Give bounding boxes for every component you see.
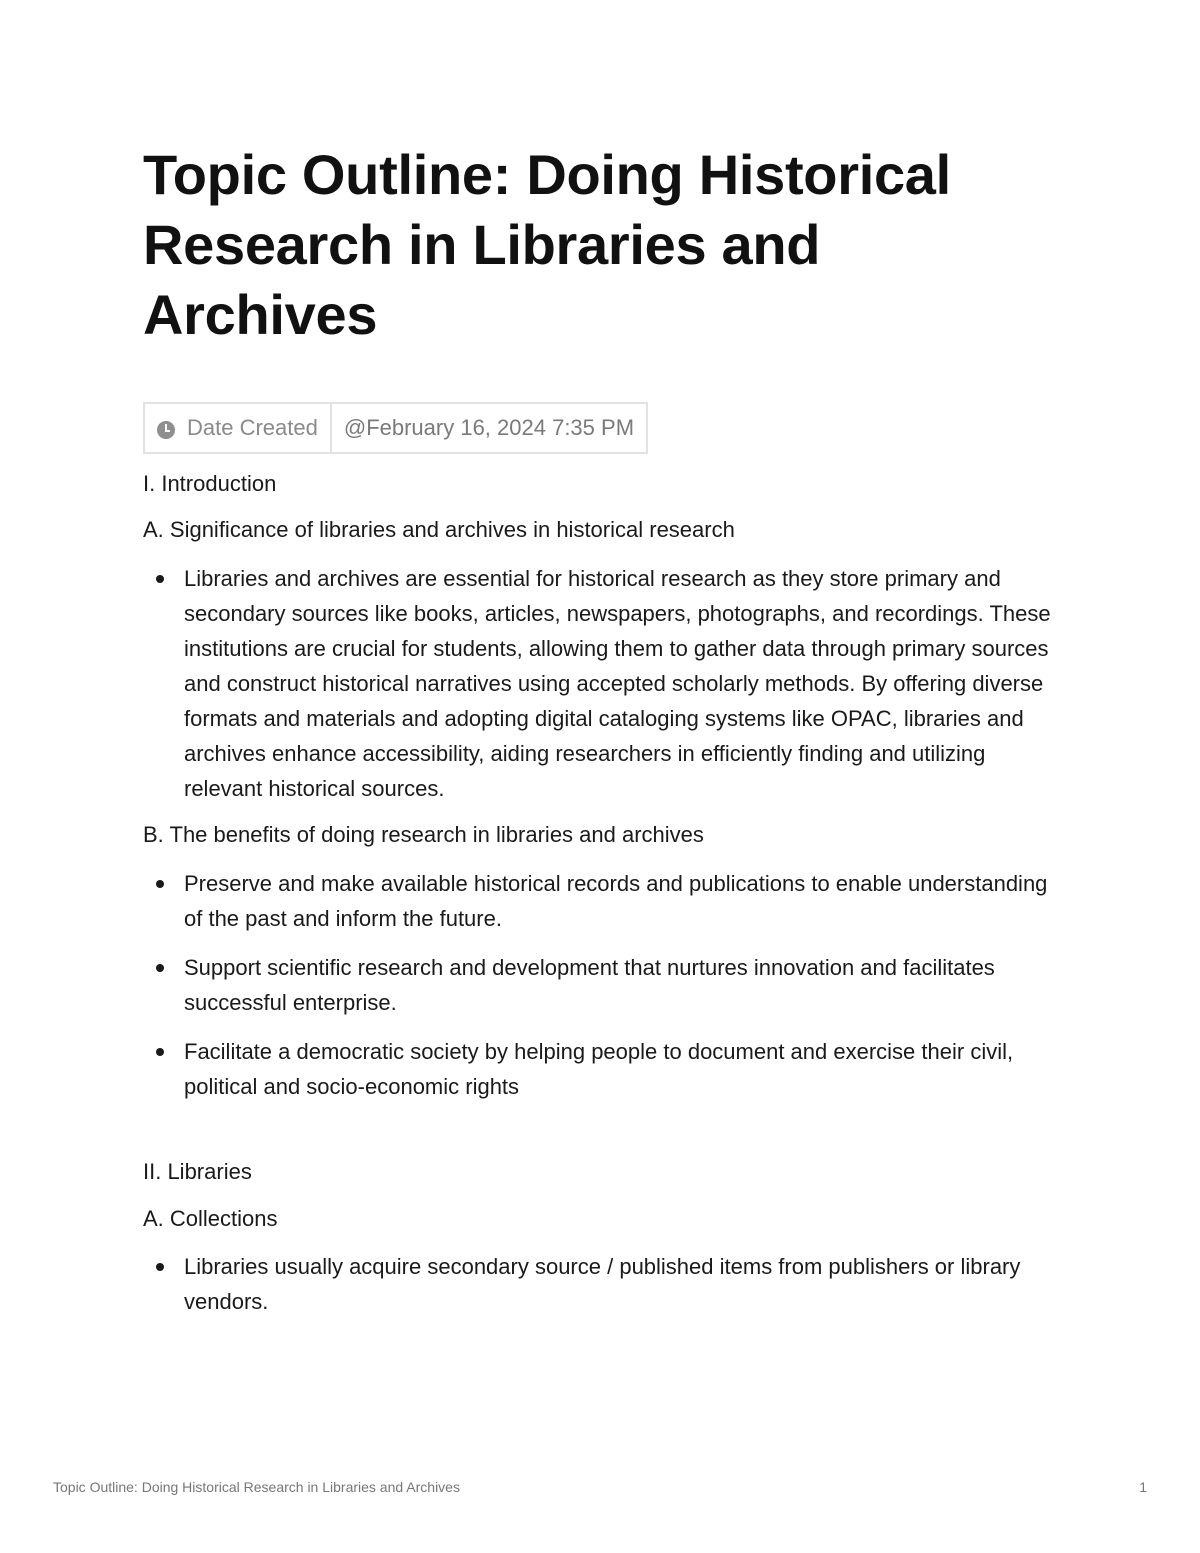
date-created-label: Date Created [187, 415, 318, 440]
date-created-value[interactable]: @February 16, 2024 7:35 PM [343, 415, 635, 440]
clock-icon [157, 421, 175, 439]
section-heading-libraries: II. Libraries [143, 1159, 252, 1184]
date-created-property [145, 404, 332, 452]
subsection-heading-collections: A. Collections [143, 1206, 278, 1231]
document-page [143, 140, 1063, 1319]
list-item: Libraries usually acquire secondary source / published items from publishers or library vendors. [143, 1249, 1063, 1319]
benefits-bullet-list [143, 866, 1063, 1104]
section-heading-introduction: I. Introduction [143, 471, 277, 496]
subsection-heading-benefits: B. The benefits of doing research in libraries and archives [143, 822, 704, 847]
subsection-heading-significance: A. Significance of libraries and archives in historical research [143, 517, 735, 542]
page-title: Topic Outline: Doing Historical Research in Libraries and Archives [143, 143, 951, 346]
list-item: Support scientific research and development that nurtures innovation and facilitates successful enterprise. [143, 950, 1063, 1020]
list-item: Facilitate a democratic society by helping people to document and exercise their civil, political and socio-economic rights [143, 1034, 1063, 1104]
footer-page-number: 1 [1139, 1479, 1147, 1495]
collections-bullet-list [143, 1249, 1063, 1319]
list-item: Libraries and archives are essential for historical research as they store primary and secondary sources like books, articles, newspapers, photographs, and recordings. These institutions are crucial for students, allowing them to gather data through primary sources and construct historical narratives using accepted scholarly methods. By offering diverse formats and materials and adopting digital cataloging systems like OPAC, libraries and archives enhance accessibility, aiding researchers in efficiently finding and utilizing relevant historical sources. [143, 561, 1063, 806]
properties-table [143, 402, 648, 454]
footer-running-title: Topic Outline: Doing Historical Research in Libraries and Archives [53, 1479, 460, 1495]
list-item: Preserve and make available historical records and publications to enable understanding of the past and inform the future. [143, 866, 1063, 936]
significance-bullet-list [143, 561, 1063, 806]
